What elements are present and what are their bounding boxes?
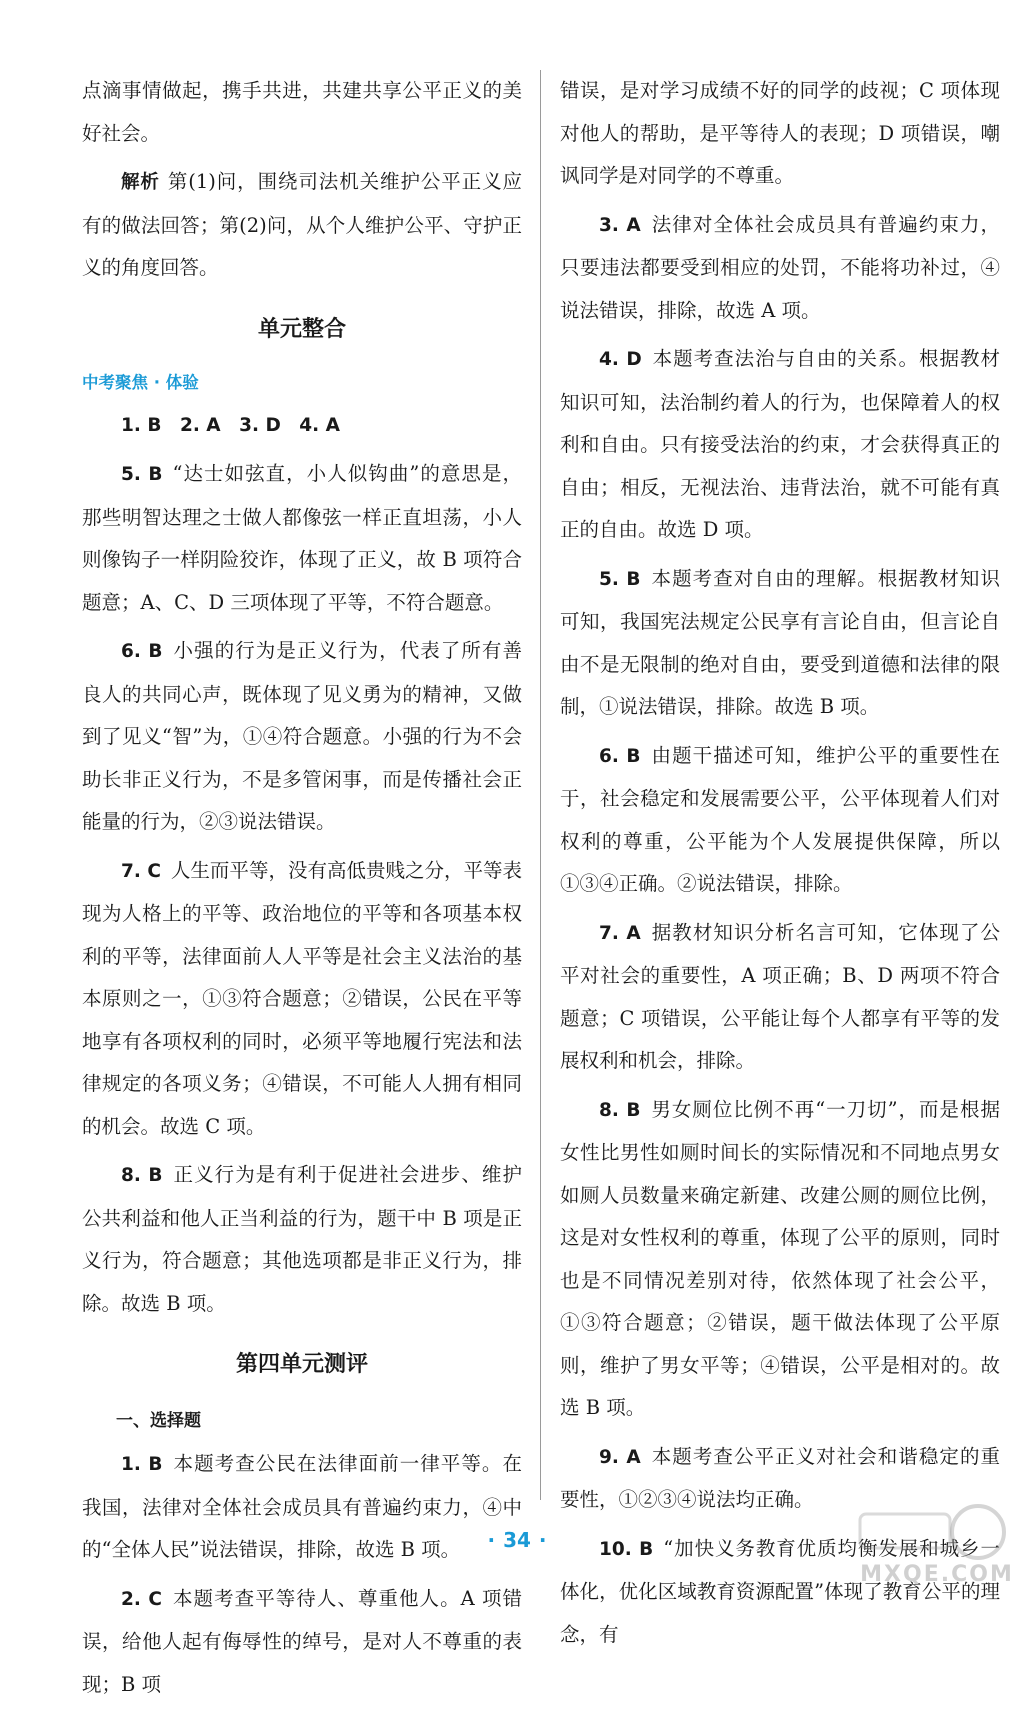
column-divider — [540, 70, 541, 1500]
test-title: 第四单元测评 — [235, 1352, 368, 1377]
page-number: · 34 · — [487, 1528, 547, 1552]
answer-item: 7. C 人生而平等，没有高低贵贱之分，平等表现为人格上的平等、政治地位的平等和各项基本权利的平等，法律面前人人平等是社会主义法治的基本原则之一，①③符合题意；②错误，公民在平等地享有各项权利的同时，必须平等地履行宪法和法律规定的各项义务；④错误，不可能人人拥有相同的机会。故选 C 项。 — [82, 858, 522, 1138]
analysis-label: 解析 — [121, 172, 160, 193]
intro-paragraph: 点滴事情做起，携手共进，共建共享公平正义的美好社会。 — [82, 79, 522, 145]
quick-answers: 1. B 2. A 3. D 4. A — [121, 414, 340, 436]
right-column — [560, 70, 1000, 1662]
section-heading: 中考聚焦 · 体验 — [82, 372, 199, 392]
subsection-heading: 一、选择题 — [116, 1411, 201, 1431]
answer-item: 6. B 小强的行为是正义行为，代表了所有善良人的共同心声，既体现了见义勇为的精神，又做到了见义“智”为，①④符合题意。小强的行为不会助长非正义行为，不是多管闲事，而是传播社会正能量的行为，②③说法错误。 — [82, 639, 522, 833]
continuation-paragraph: 错误，是对学习成绩不好的同学的歧视；C 项体现对他人的帮助，是平等待人的表现；D 项错误，嘲讽同学是对同学的不尊重。 — [560, 79, 1000, 187]
answer-item: 3. A 法律对全体社会成员具有普遍约束力，只要违法都要受到相应的处罚，不能将功补过，④说法错误，排除，故选 A 项。 — [560, 212, 1000, 322]
answer-item: 7. A 据教材知识分析名言可知，它体现了公平对社会的重要性，A 项正确；B、D 两项不符合题意；C 项错误，公平能让每个人都享有平等的发展权利和机会，排除。 — [560, 920, 1000, 1072]
answer-item: 5. B 本题考查对自由的理解。根据教材知识可知，我国宪法规定公民享有言论自由，但言论自由不是无限制的绝对自由，要受到道德和法律的限制，①说法错误，排除。故选 B 项。 — [560, 566, 1000, 718]
answer-circle-logo-icon — [852, 1500, 1022, 1570]
unit-title: 单元整合 — [257, 316, 346, 342]
watermark — [852, 1500, 1022, 1596]
watermark-text: MXQE.COM — [860, 1562, 1014, 1587]
analysis-text: 第(1)问，围绕司法机关维护公平正义应有的做法回答；第(2)问，从个人维护公平、守护正义的角度回答。 — [82, 170, 522, 279]
answer-item: 9. A 本题考查公平正义对社会和谐稳定的重要性，①②③④说法均正确。 — [560, 1444, 1000, 1511]
answer-item: 10. B “加快义务教育优质均衡发展和城乡一体化，优化区域教育资源配置”体现了教育公平的理念，有 — [560, 1536, 1000, 1646]
answer-item: 5. B “达士如弦直，小人似钩曲”的意思是，那些明智达理之士做人都像弦一样正直坦荡，小人则像钩子一样阴险狡诈，体现了正义，故 B 项符合题意；A、C、D 三项体现了平等，不符合题意。 — [82, 462, 522, 614]
answer-item: 8. B 男女厕位比例不再“一刀切”，而是根据女性比男性如厕时间长的实际情况和不同地点男女如厕人员数量来确定新建、改建公厕的厕位比例，这是对女性权利的尊重，体现了公平的原则，同时也是不同情况差别对待，依然体现了社会公平，①③符合题意；②错误，题干做法体现了公平原则，维护了男女平等；④错误，公平是相对的。故选 B 项。 — [560, 1097, 1000, 1419]
answer-item: 2. C 本题考查平等待人、尊重他人。A 项错误，给他人起有侮辱性的绰号，是对人不尊重的表现；B 项 — [82, 1586, 523, 1696]
left-column — [82, 70, 522, 1712]
analysis-paragraph — [82, 161, 522, 290]
answer-item: 1. B 本题考查公民在法律面前一律平等。在我国，法律对全体社会成员具有普遍约束力，④中的“全体人民”说法错误，排除，故选 B 项。 — [82, 1452, 522, 1561]
answer-item: 4. D 本题考查法治与自由的关系。根据教材知识可知，法治制约着人的行为，也保障着人的权利和自由。只有接受法治的约束，才会获得真正的自由；相反，无视法治、违背法治，就不可能有真正的自由。故选 D 项。 — [560, 347, 1000, 541]
answer-item: 8. B 正义行为是有利于促进社会进步、维护公共利益和他人正当利益的行为，题干中 B 项是正义行为，符合题意；其他选项都是非正义行为，排除。故选 B 项。 — [82, 1163, 522, 1315]
answer-item: 6. B 由题干描述可知，维护公平的重要性在于，社会稳定和发展需要公平，公平体现着人们对权利的尊重，公平能为个人发展提供保障，所以①③④正确。②说法错误，排除。 — [560, 743, 1000, 895]
